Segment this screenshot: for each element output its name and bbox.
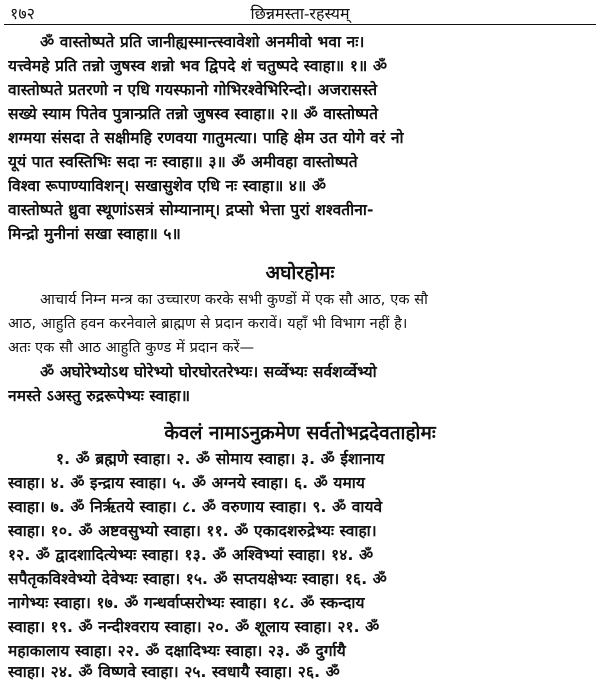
mantra-line: यत्त्वेमहे प्रति तन्नो जुषस्व शन्नो भव द्विपदे शं चतुष्पदे स्वाहा॥ १॥ ॐ	[8, 57, 388, 75]
section-heading-aghora-homa: अघोरहोमः	[265, 262, 335, 284]
oblation-line: महाकालाय स्वाहा। २२. ॐ दक्षादिभ्यः स्वाहा। २३. ॐ दुर्गायै	[8, 642, 346, 660]
mantra-line: मिन्द्रो मुनीनां सखा स्वाहा॥ ५॥	[8, 225, 181, 243]
page-header	[6, 2, 594, 24]
oblation-line: स्वाहा। १०. ॐ अष्टवसुभ्यो स्वाहा। ११. ॐ एकादशरुद्रेभ्यः स्वाहा।	[8, 522, 377, 540]
oblation-line: स्वाहा। ४. ॐ इन्द्राय स्वाहा। ५. ॐ अग्नये स्वाहा। ६. ॐ यमाय	[8, 474, 365, 492]
header-rule	[4, 24, 596, 25]
oblation-line: स्वाहा। ७. ॐ निर्ऋतये स्वाहा। ८. ॐ वरुणाय स्वाहा। ९. ॐ वायवे	[8, 498, 383, 516]
oblation-line: नागेभ्यः स्वाहा। १७. ॐ गन्धर्वाप्सरोभ्यः स्वाहा। १८. ॐ स्कन्दाय	[8, 594, 365, 612]
mantra-line: यूयं पात स्वस्तिभिः सदा नः स्वाहा॥ ३॥ ॐ अमीवहा वास्तोष्पते	[8, 153, 358, 171]
mantra-line: वास्तोष्पते प्रतरणो न एधि गयस्फानो गोभिरश्वेभिरिन्दो। अजरासस्ते	[8, 81, 378, 99]
instruction-line: अतः एक सौ आठ आहुति कुण्ड में प्रदान करें—	[8, 340, 255, 356]
oblation-line: स्वाहा। १९. ॐ नन्दीश्वराय स्वाहा। २०. ॐ शूलाय स्वाहा। २१. ॐ	[8, 618, 380, 636]
mantra-line: ॐ अघोरेभ्योऽथ घोरेभ्यो घोरघोरतरेभ्यः। सर्व्वेभ्यः सर्वशर्व्वेभ्यो	[40, 363, 377, 381]
mantra-line: वास्तोष्पते ध्रुवा स्थूणांऽसत्रं सोम्यानाम्। द्रप्सो भेत्ता पुरां शश्वतीना-	[8, 201, 374, 219]
mantra-line: विश्वा रूपाण्याविशन्। सखासुशेव एधि नः स्वाहा॥ ४॥ ॐ	[8, 177, 327, 195]
oblation-line: १२. ॐ द्वादशादित्येभ्यः स्वाहा। १३. ॐ अश्विभ्यां स्वाहा। १४. ॐ	[8, 546, 374, 564]
mantra-line: ॐ वास्तोष्पते प्रति जानीह्यस्मान्त्स्वावेशो अनमीवो भवा नः।	[40, 33, 365, 51]
mantra-line: शग्मया संसदा ते सक्षीमहि रणवया गातुमत्या। पाहि क्षेम उत योगे वरं नो	[8, 129, 404, 147]
running-title: छिन्नमस्ता-रहस्यम्	[250, 4, 350, 23]
mantra-line: सख्ये स्याम पितेव पुत्रान्प्रति तन्नो जुषस्व स्वाहा॥ २॥ ॐ वास्तोष्पते	[8, 105, 379, 123]
instruction-line: आचार्य निम्न मन्त्र का उच्चारण करके सभी कुण्डों में एक सौ आठ, एक सौ	[40, 292, 428, 308]
oblation-line: स्वाहा। २४. ॐ विष्णवे स्वाहा। २५. स्वधायै स्वाहा। २६. ॐ	[8, 663, 340, 681]
section-heading-sarvatobhadra-homa: केवलं नामाऽनुक्रमेण सर्वतोभद्रदेवताहोमः	[164, 422, 436, 444]
mantra-line: नमस्ते ऽअस्तु रुद्ररूपेभ्यः स्वाहा॥	[8, 387, 191, 405]
oblation-line: सपैतृकविश्वेभ्यो देवेभ्यः स्वाहा। १५. ॐ सप्तयक्षेभ्यः स्वाहा। १६. ॐ	[8, 570, 387, 588]
oblation-line: १. ॐ ब्रह्मणे स्वाहा। २. ॐ सोमाय स्वाहा। ३. ॐ ईशानाय	[56, 450, 385, 468]
page-number: १७२	[10, 4, 35, 23]
instruction-line: आठ, आहुति हवन करनेवाले ब्राह्मण से प्रदान करावें। यहाँ भी विभाग नहीं है।	[8, 316, 408, 332]
